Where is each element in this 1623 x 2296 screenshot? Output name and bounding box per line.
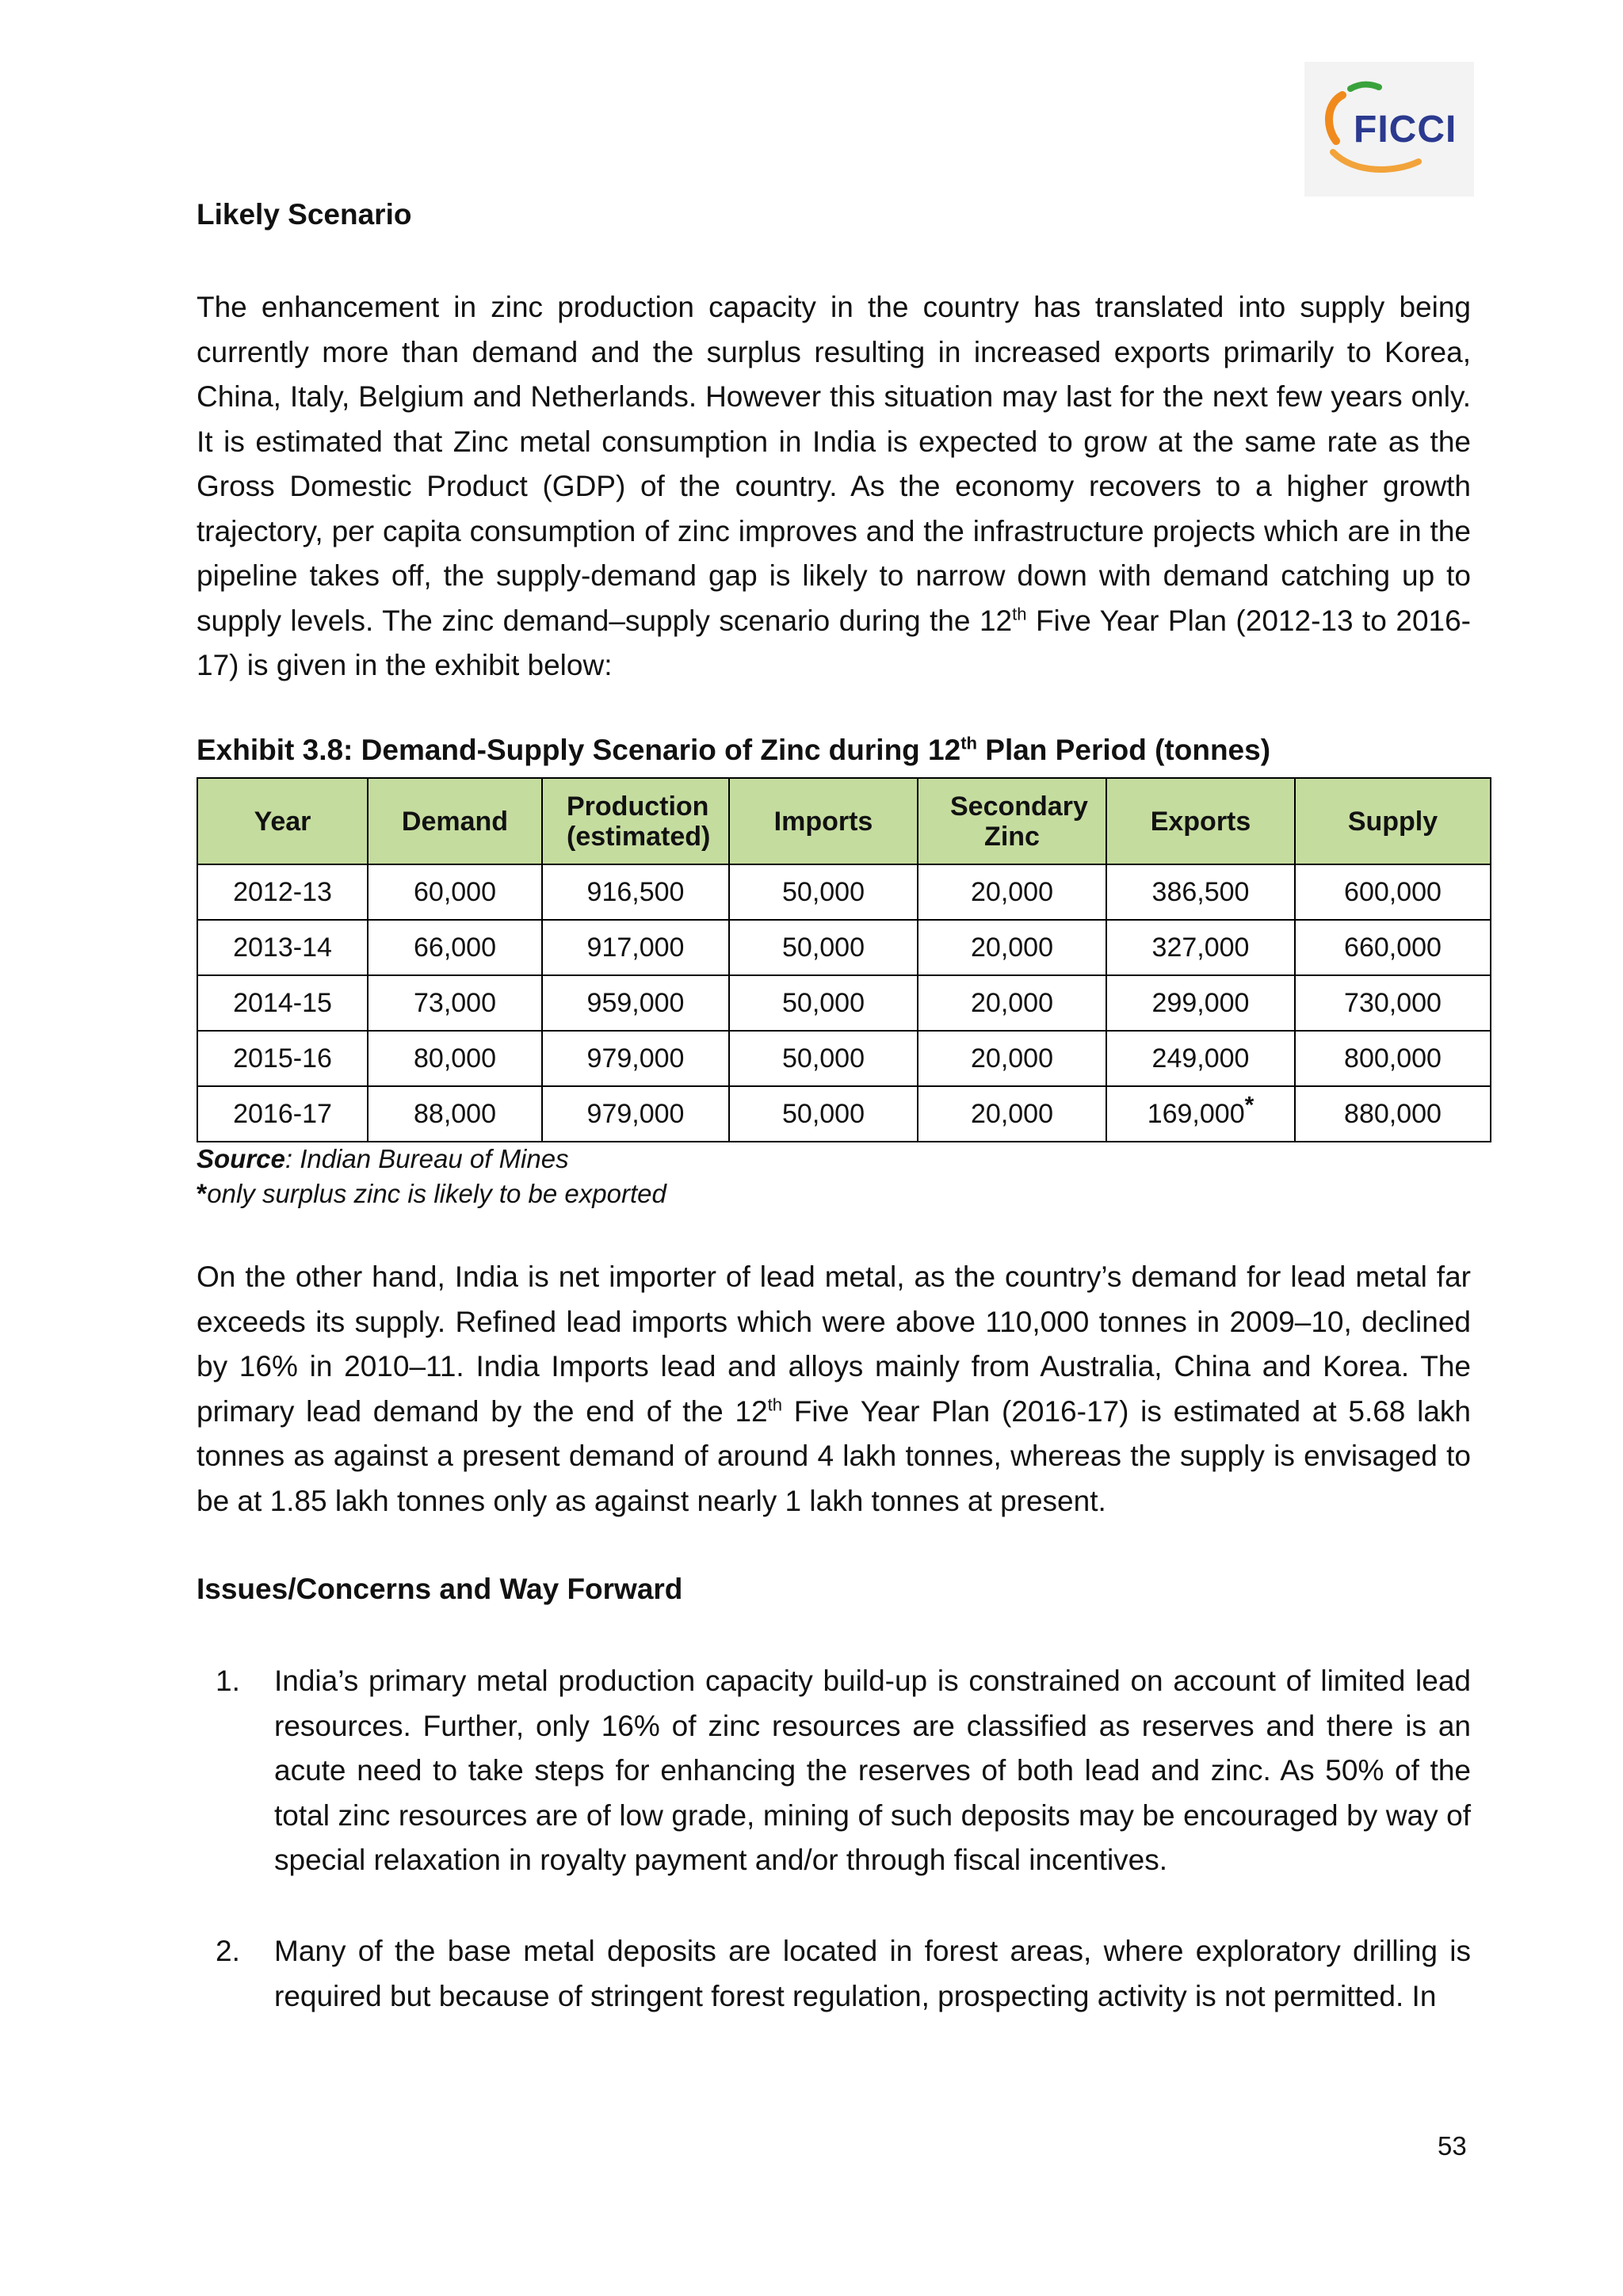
table-row — [197, 1031, 1491, 1086]
table-cell: 60,000 — [368, 864, 542, 920]
table-cell: 50,000 — [729, 864, 918, 920]
table-cell: 20,000 — [918, 1031, 1106, 1086]
table-cell: 50,000 — [729, 975, 918, 1031]
table-cell: 2015-16 — [197, 1031, 368, 1086]
table-cell: 327,000 — [1106, 920, 1295, 975]
table-cell: 917,000 — [542, 920, 729, 975]
col-header-exports: Exports — [1106, 778, 1295, 864]
col-header-demand: Demand — [368, 778, 542, 864]
list-item-text: Many of the base metal deposits are located in forest areas, where exploratory drilling is required but because of stringent forest regulation, prospecting activity is not permitted. In — [274, 1935, 1471, 2012]
table-cell: 916,500 — [542, 864, 729, 920]
section-heading-issues: Issues/Concerns and Way Forward — [197, 1573, 683, 1605]
table-row — [197, 920, 1491, 975]
table-cell: 600,000 — [1295, 864, 1491, 920]
table-cell: 386,500 — [1106, 864, 1295, 920]
table-cell: 20,000 — [918, 864, 1106, 920]
paragraph-zinc-scenario: The enhancement in zinc production capacity in the country has translated into supply being currently more than demand and the surplus resulting in increased exports primarily to Korea, China, Italy, Belgium and Netherlands. However this situation may last for the next few years only. It is estimated that Zinc metal consumption in India is expected to grow at the same rate as the Gross Domestic Product (GDP) of the country. As the economy recovers to a higher growth trajectory, per capita consumption of zinc improves and the infrastructure projects which are in the pipeline takes off, the supply-demand gap is likely to narrow down with demand catching up to supply levels. The zinc demand–supply scenario during the 12th Five Year Plan (2012-13 to 2016-17) is given in the exhibit below: — [197, 291, 1471, 681]
table-cell: 249,000 — [1106, 1031, 1295, 1086]
table-cell: 800,000 — [1295, 1031, 1491, 1086]
logo-text: FICCI — [1354, 109, 1457, 151]
table-cell: 73,000 — [368, 975, 542, 1031]
table-source: Source: Indian Bureau of Mines — [197, 1144, 569, 1173]
table-header-row — [197, 778, 1491, 864]
list-item-text: India’s primary metal production capacity build-up is constrained on account of limited lead resources. Further, only 16% of zinc resources are classified as reserves and there is an acute need to take steps for enhancing the reserves of both lead and zinc. As 50% of the total zinc resources are of low grade, mining of such deposits may be encouraged by way of special relaxation in royalty payment and/or through fiscal incentives. — [274, 1665, 1471, 1876]
exhibit-title: Exhibit 3.8: Demand-Supply Scenario of Zinc during 12th Plan Period (tonnes) — [197, 733, 1271, 766]
table-cell: 299,000 — [1106, 975, 1295, 1031]
page-number: 53 — [1438, 2131, 1467, 2161]
col-header-production: Production (estimated) — [542, 778, 729, 864]
table-cell: 50,000 — [729, 1086, 918, 1142]
table-cell: 20,000 — [918, 920, 1106, 975]
table-cell: 20,000 — [918, 975, 1106, 1031]
table-row — [197, 1086, 1491, 1142]
table-cell: 80,000 — [368, 1031, 542, 1086]
table-footnote: *only surplus zinc is likely to be exported — [197, 1179, 666, 1209]
table-cell-exports-2016-17: 169,000* — [1106, 1086, 1295, 1142]
list-item-number: 2. — [216, 1935, 240, 1967]
list-item-number: 1. — [216, 1665, 240, 1697]
col-header-year: Year — [197, 778, 368, 864]
table-cell: 88,000 — [368, 1086, 542, 1142]
col-header-supply: Supply — [1295, 778, 1491, 864]
table-cell: 66,000 — [368, 920, 542, 975]
table-cell: 979,000 — [542, 1031, 729, 1086]
table-cell: 2014-15 — [197, 975, 368, 1031]
section-heading-likely-scenario: Likely Scenario — [197, 198, 412, 231]
table-cell: 50,000 — [729, 1031, 918, 1086]
demand-supply-table — [197, 777, 1491, 1142]
col-header-secondary-zinc: Secondary Zinc — [918, 778, 1106, 864]
table-row — [197, 864, 1491, 920]
table-cell: 2016-17 — [197, 1086, 368, 1142]
table-cell: 2012-13 — [197, 864, 368, 920]
table-row — [197, 975, 1491, 1031]
table-cell: 660,000 — [1295, 920, 1491, 975]
export-footnote-marker: * — [1244, 1092, 1254, 1119]
table-cell: 730,000 — [1295, 975, 1491, 1031]
ficci-logo — [1304, 62, 1474, 196]
paragraph-lead-imports: On the other hand, India is net importer of lead metal, as the country’s demand for lead metal far exceeds its supply. Refined lead imports which were above 110,000 tonnes in 2009–10, declined by 16% in 2010–11. India Imports lead and alloys mainly from Australia, China and Korea. The primary lead demand by the end of the 12th Five Year Plan (2016-17) is estimated at 5.68 lakh tonnes as against a present demand of around 4 lakh tonnes, whereas the supply is envisaged to be at 1.85 lakh tonnes only as against nearly 1 lakh tonnes at present. — [197, 1261, 1471, 1517]
table-cell: 2013-14 — [197, 920, 368, 975]
table-cell: 979,000 — [542, 1086, 729, 1142]
table-cell: 959,000 — [542, 975, 729, 1031]
col-header-imports: Imports — [729, 778, 918, 864]
table-cell: 880,000 — [1295, 1086, 1491, 1142]
table-cell: 50,000 — [729, 920, 918, 975]
table-cell: 20,000 — [918, 1086, 1106, 1142]
